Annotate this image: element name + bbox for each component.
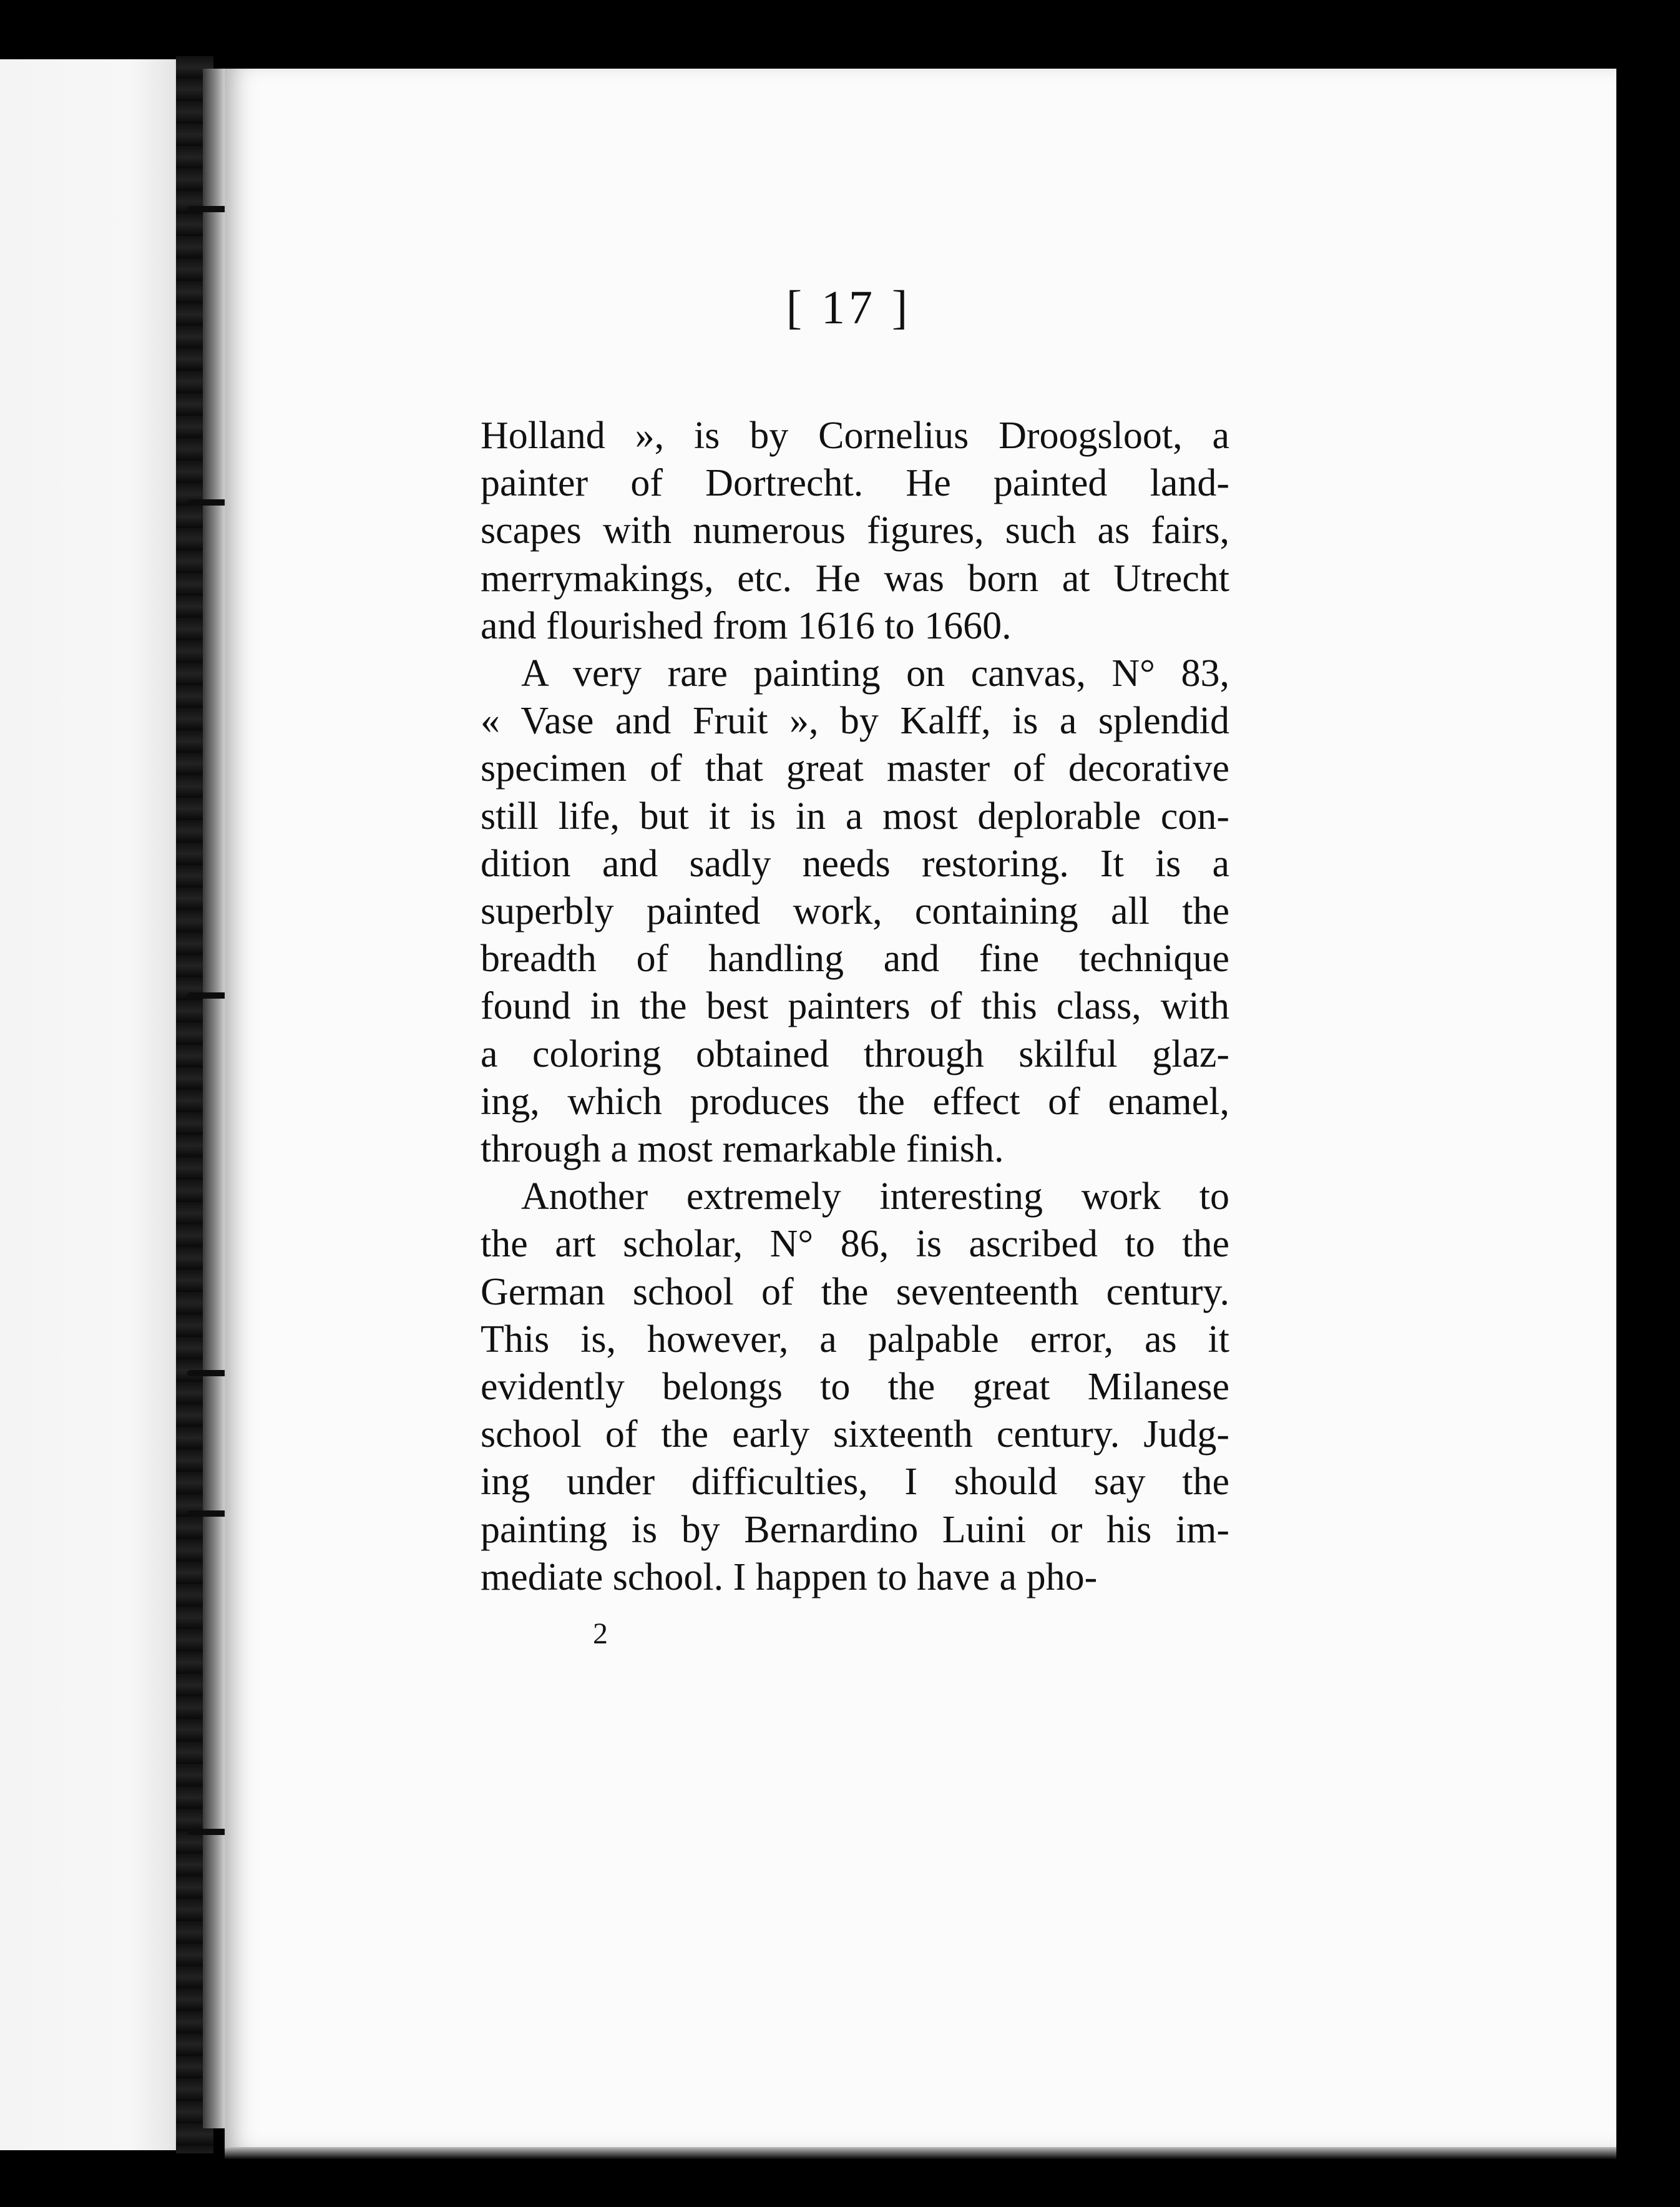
text-line: painting is by Bernardino Luini or his im-: [481, 1508, 1229, 1551]
text-line: school of the early sixteenth century. Judg-: [481, 1413, 1229, 1456]
text-line: scapes with numerous figures, such as fairs,: [481, 509, 1229, 552]
text-line: evidently belongs to the great Milanese: [481, 1366, 1229, 1409]
previous-page-edge: [0, 59, 187, 2150]
text-line: and flourished from 1616 to 1660.: [481, 604, 1012, 647]
text-line: superbly painted work, containing all the: [481, 890, 1229, 933]
text-line: found in the best painters of this class, with: [481, 985, 1229, 1028]
text-line: German school of the seventeenth century.: [481, 1270, 1229, 1313]
paragraph: [481, 1173, 1229, 1601]
text-line: a coloring obtained through skilful glaz-: [481, 1032, 1229, 1075]
text-line: painter of Dortrecht. He painted land-: [481, 462, 1229, 505]
page-bottom-edge: [225, 2147, 1616, 2160]
text-line: merrymakings, etc. He was born at Utrecht: [481, 557, 1229, 600]
paragraph: [481, 650, 1229, 1173]
text-line: Holland », is by Cornelius Droogsloot, a: [481, 414, 1229, 457]
text-line: still life, but it is in a most deplorable con-: [481, 795, 1229, 838]
text-line: ing under difficulties, I should say the: [481, 1461, 1229, 1504]
body-text: [481, 412, 1229, 1601]
text-line: through a most remarkable finish.: [481, 1128, 1004, 1171]
paragraph: [481, 412, 1229, 650]
signature-mark: 2: [593, 1617, 608, 1650]
text-line: the art scholar, N° 86, is ascribed to the: [481, 1223, 1229, 1266]
text-line: « Vase and Fruit », by Kalff, is a splendid: [481, 700, 1229, 743]
page-number: [ 17 ]: [786, 281, 912, 334]
spine-gutter-shadow: [203, 69, 228, 2128]
text-line: ing, which produces the effect of enamel,: [481, 1080, 1229, 1123]
text-line: specimen of that great master of decorative: [481, 747, 1229, 790]
text-line: A very rare painting on canvas, N° 83,: [521, 652, 1229, 695]
text-line: This is, however, a palpable error, as it: [481, 1318, 1229, 1361]
text-line: mediate school. I happen to have a pho-: [481, 1555, 1098, 1598]
text-line: breadth of handling and fine technique: [481, 937, 1229, 981]
text-line: dition and sadly needs restoring. It is a: [481, 842, 1229, 885]
text-line: Another extremely interesting work to: [521, 1175, 1229, 1218]
